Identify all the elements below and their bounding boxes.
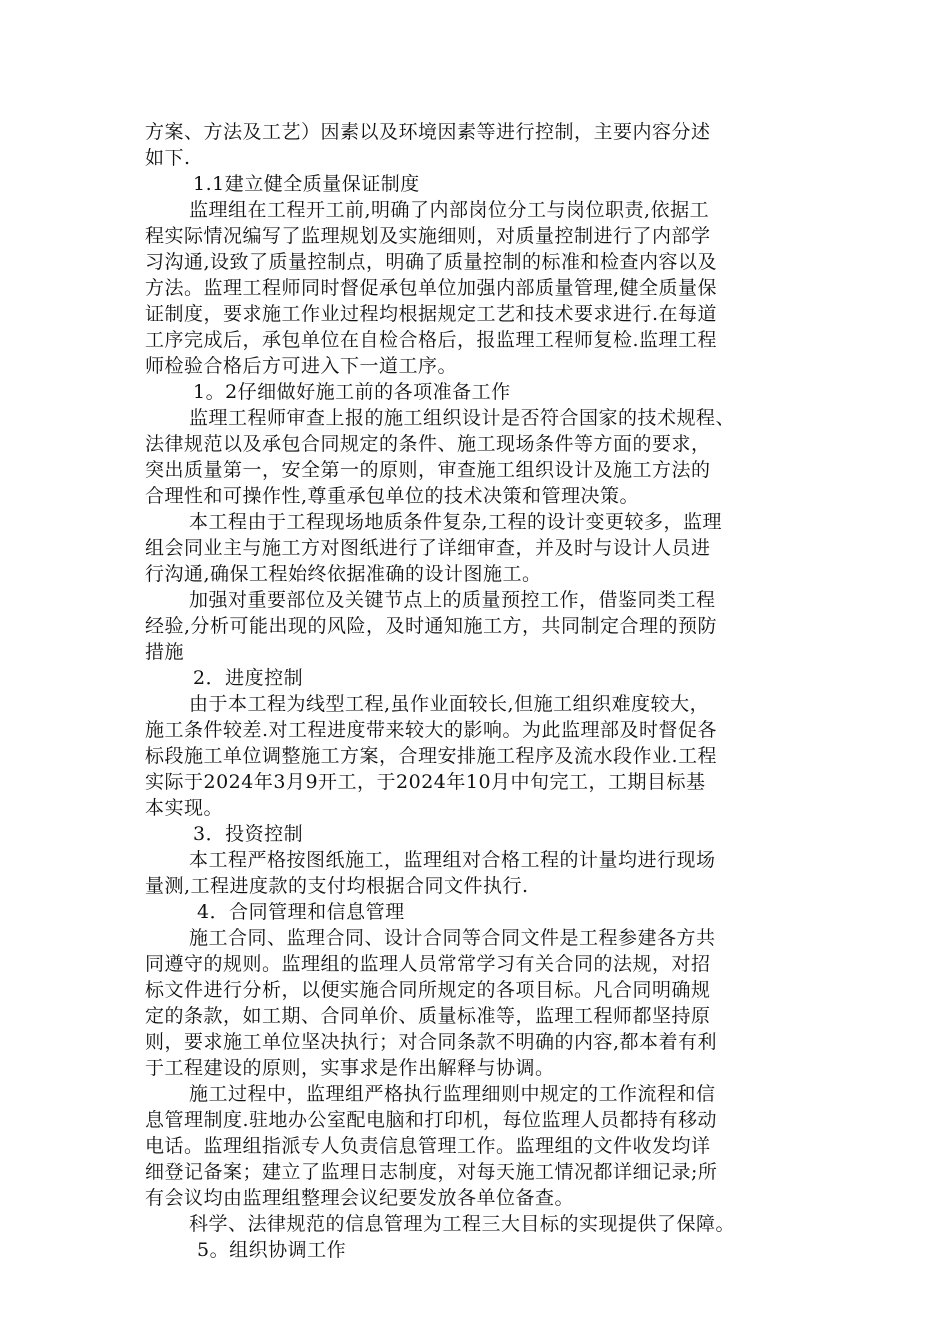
- paragraph-line: 于工程建设的原则，实事求是作出解释与协调。: [145, 1057, 555, 1079]
- heading-text: 1.1建立健全质量保证制度: [193, 173, 420, 195]
- paragraph-line: 有会议均由监理组整理会议纪要发放各单位备查。: [145, 1187, 575, 1209]
- paragraph-line: 突出质量第一，安全第一的原则，审查施工组织设计及施工方法的: [145, 459, 711, 481]
- paragraph-line: 方法。监理工程师同时督促承包单位加强内部质量管理,健全质量保: [145, 277, 718, 299]
- paragraph: [145, 197, 813, 379]
- paragraph-line: 工序完成后，承包单位在自检合格后，报监理工程师复检.监理工程: [145, 329, 718, 351]
- paragraph-line: 行沟通,确保工程始终依据准确的设计图施工。: [145, 563, 542, 585]
- paragraph: [145, 509, 813, 587]
- section-heading: [145, 899, 813, 925]
- paragraph: [145, 1211, 813, 1237]
- paragraph-line: 标段施工单位调整施工方案，合理安排施工程序及流水段作业.工程: [145, 745, 718, 767]
- paragraph-line: 监理组在工程开工前,明确了内部岗位分工与岗位职责,依据工: [189, 199, 710, 221]
- heading-text: 1。2仔细做好施工前的各项准备工作: [193, 381, 511, 403]
- paragraph: [145, 691, 813, 821]
- paragraph-line: 法律规范以及承包合同规定的条件、施工现场条件等方面的要求，: [145, 433, 711, 455]
- paragraph: [145, 587, 813, 665]
- heading-text: 2．进度控制: [193, 667, 304, 689]
- paragraph-line: 细登记备案；建立了监理日志制度，对每天施工情况都详细记录;所: [145, 1161, 718, 1183]
- section-heading: [145, 379, 813, 405]
- paragraph-line: 实际于2024年3月9开工，于2024年10月中旬完工，工期目标基: [145, 771, 706, 793]
- paragraph-line: 标文件进行分析，以便实施合同所规定的各项目标。凡合同明确规: [145, 979, 711, 1001]
- paragraph-line: 电话。监理组指派专人负责信息管理工作。监理组的文件收发均详: [145, 1135, 711, 1157]
- paragraph-line: 同遵守的规则。监理组的监理人员常常学习有关合同的法规，对招: [145, 953, 711, 975]
- heading-text: 5。组织协调工作: [197, 1239, 347, 1261]
- paragraph-line: 则，要求施工单位坚决执行；对合同条款不明确的内容,都本着有利: [145, 1031, 718, 1053]
- paragraph-line: 监理工程师审查上报的施工组织设计是否符合国家的技术规程、: [189, 407, 736, 429]
- paragraph: [145, 925, 813, 1081]
- paragraph-line: 本工程严格按图纸施工，监理组对合格工程的计量均进行现场: [189, 849, 716, 871]
- heading-text: 4．合同管理和信息管理: [197, 901, 405, 923]
- paragraph: [145, 405, 813, 509]
- section-heading: [145, 821, 813, 847]
- paragraph-line: 加强对重要部位及关键节点上的质量预控工作，借鉴同类工程: [189, 589, 716, 611]
- paragraph: [145, 1081, 813, 1211]
- paragraph-line: 证制度，要求施工作业过程均根据规定工艺和技术要求进行.在每道: [145, 303, 718, 325]
- heading-text: 3．投资控制: [193, 823, 304, 845]
- paragraph-line: 经验,分析可能出现的风险，及时通知施工方，共同制定合理的预防: [145, 615, 718, 637]
- paragraph-line: 本工程由于工程现场地质条件复杂,工程的设计变更较多，监理: [189, 511, 723, 533]
- paragraph-line: 合理性和可操作性,尊重承包单位的技术决策和管理决策。: [145, 485, 640, 507]
- section-heading: [145, 665, 813, 691]
- paragraph-line: 师检验合格后方可进入下一道工序。: [145, 355, 458, 377]
- section-heading: [145, 171, 813, 197]
- paragraph-line: 施工条件较差.对工程进度带来较大的影响。为此监理部及时督促各: [145, 719, 718, 741]
- paragraph-line: 方案、方法及工艺）因素以及环境因素等进行控制，主要内容分述: [145, 121, 711, 143]
- paragraph-line: 科学、法律规范的信息管理为工程三大目标的实现提供了保障。: [189, 1213, 736, 1235]
- section-heading: [145, 1237, 813, 1263]
- paragraph-line: 由于本工程为线型工程,虽作业面较长,但施工组织难度较大，: [189, 693, 710, 715]
- paragraph-line: 量测,工程进度款的支付均根据合同文件执行.: [145, 875, 529, 897]
- paragraph-line: 本实现。: [145, 797, 224, 819]
- paragraph-line: 定的条款，如工期、合同单价、质量标准等，监理工程师都坚持原: [145, 1005, 711, 1027]
- paragraph-line: 组会同业主与施工方对图纸进行了详细审查，并及时与设计人员进: [145, 537, 711, 559]
- paragraph-line: 如下.: [145, 147, 191, 169]
- paragraph: [145, 847, 813, 899]
- paragraph-line: 施工合同、监理合同、设计合同等合同文件是工程参建各方共: [189, 927, 716, 949]
- paragraph-line: 施工过程中，监理组严格执行监理细则中规定的工作流程和信: [189, 1083, 716, 1105]
- paragraph: [145, 119, 813, 171]
- document-page: [145, 119, 813, 1263]
- paragraph-line: 息管理制度.驻地办公室配电脑和打印机，每位监理人员都持有移动: [145, 1109, 718, 1131]
- paragraph-line: 措施: [145, 641, 185, 663]
- paragraph-line: 程实际情况编写了监理规划及实施细则，对质量控制进行了内部学: [145, 225, 711, 247]
- paragraph-line: 习沟通,设致了质量控制点，明确了质量控制的标准和检查内容以及: [145, 251, 718, 273]
